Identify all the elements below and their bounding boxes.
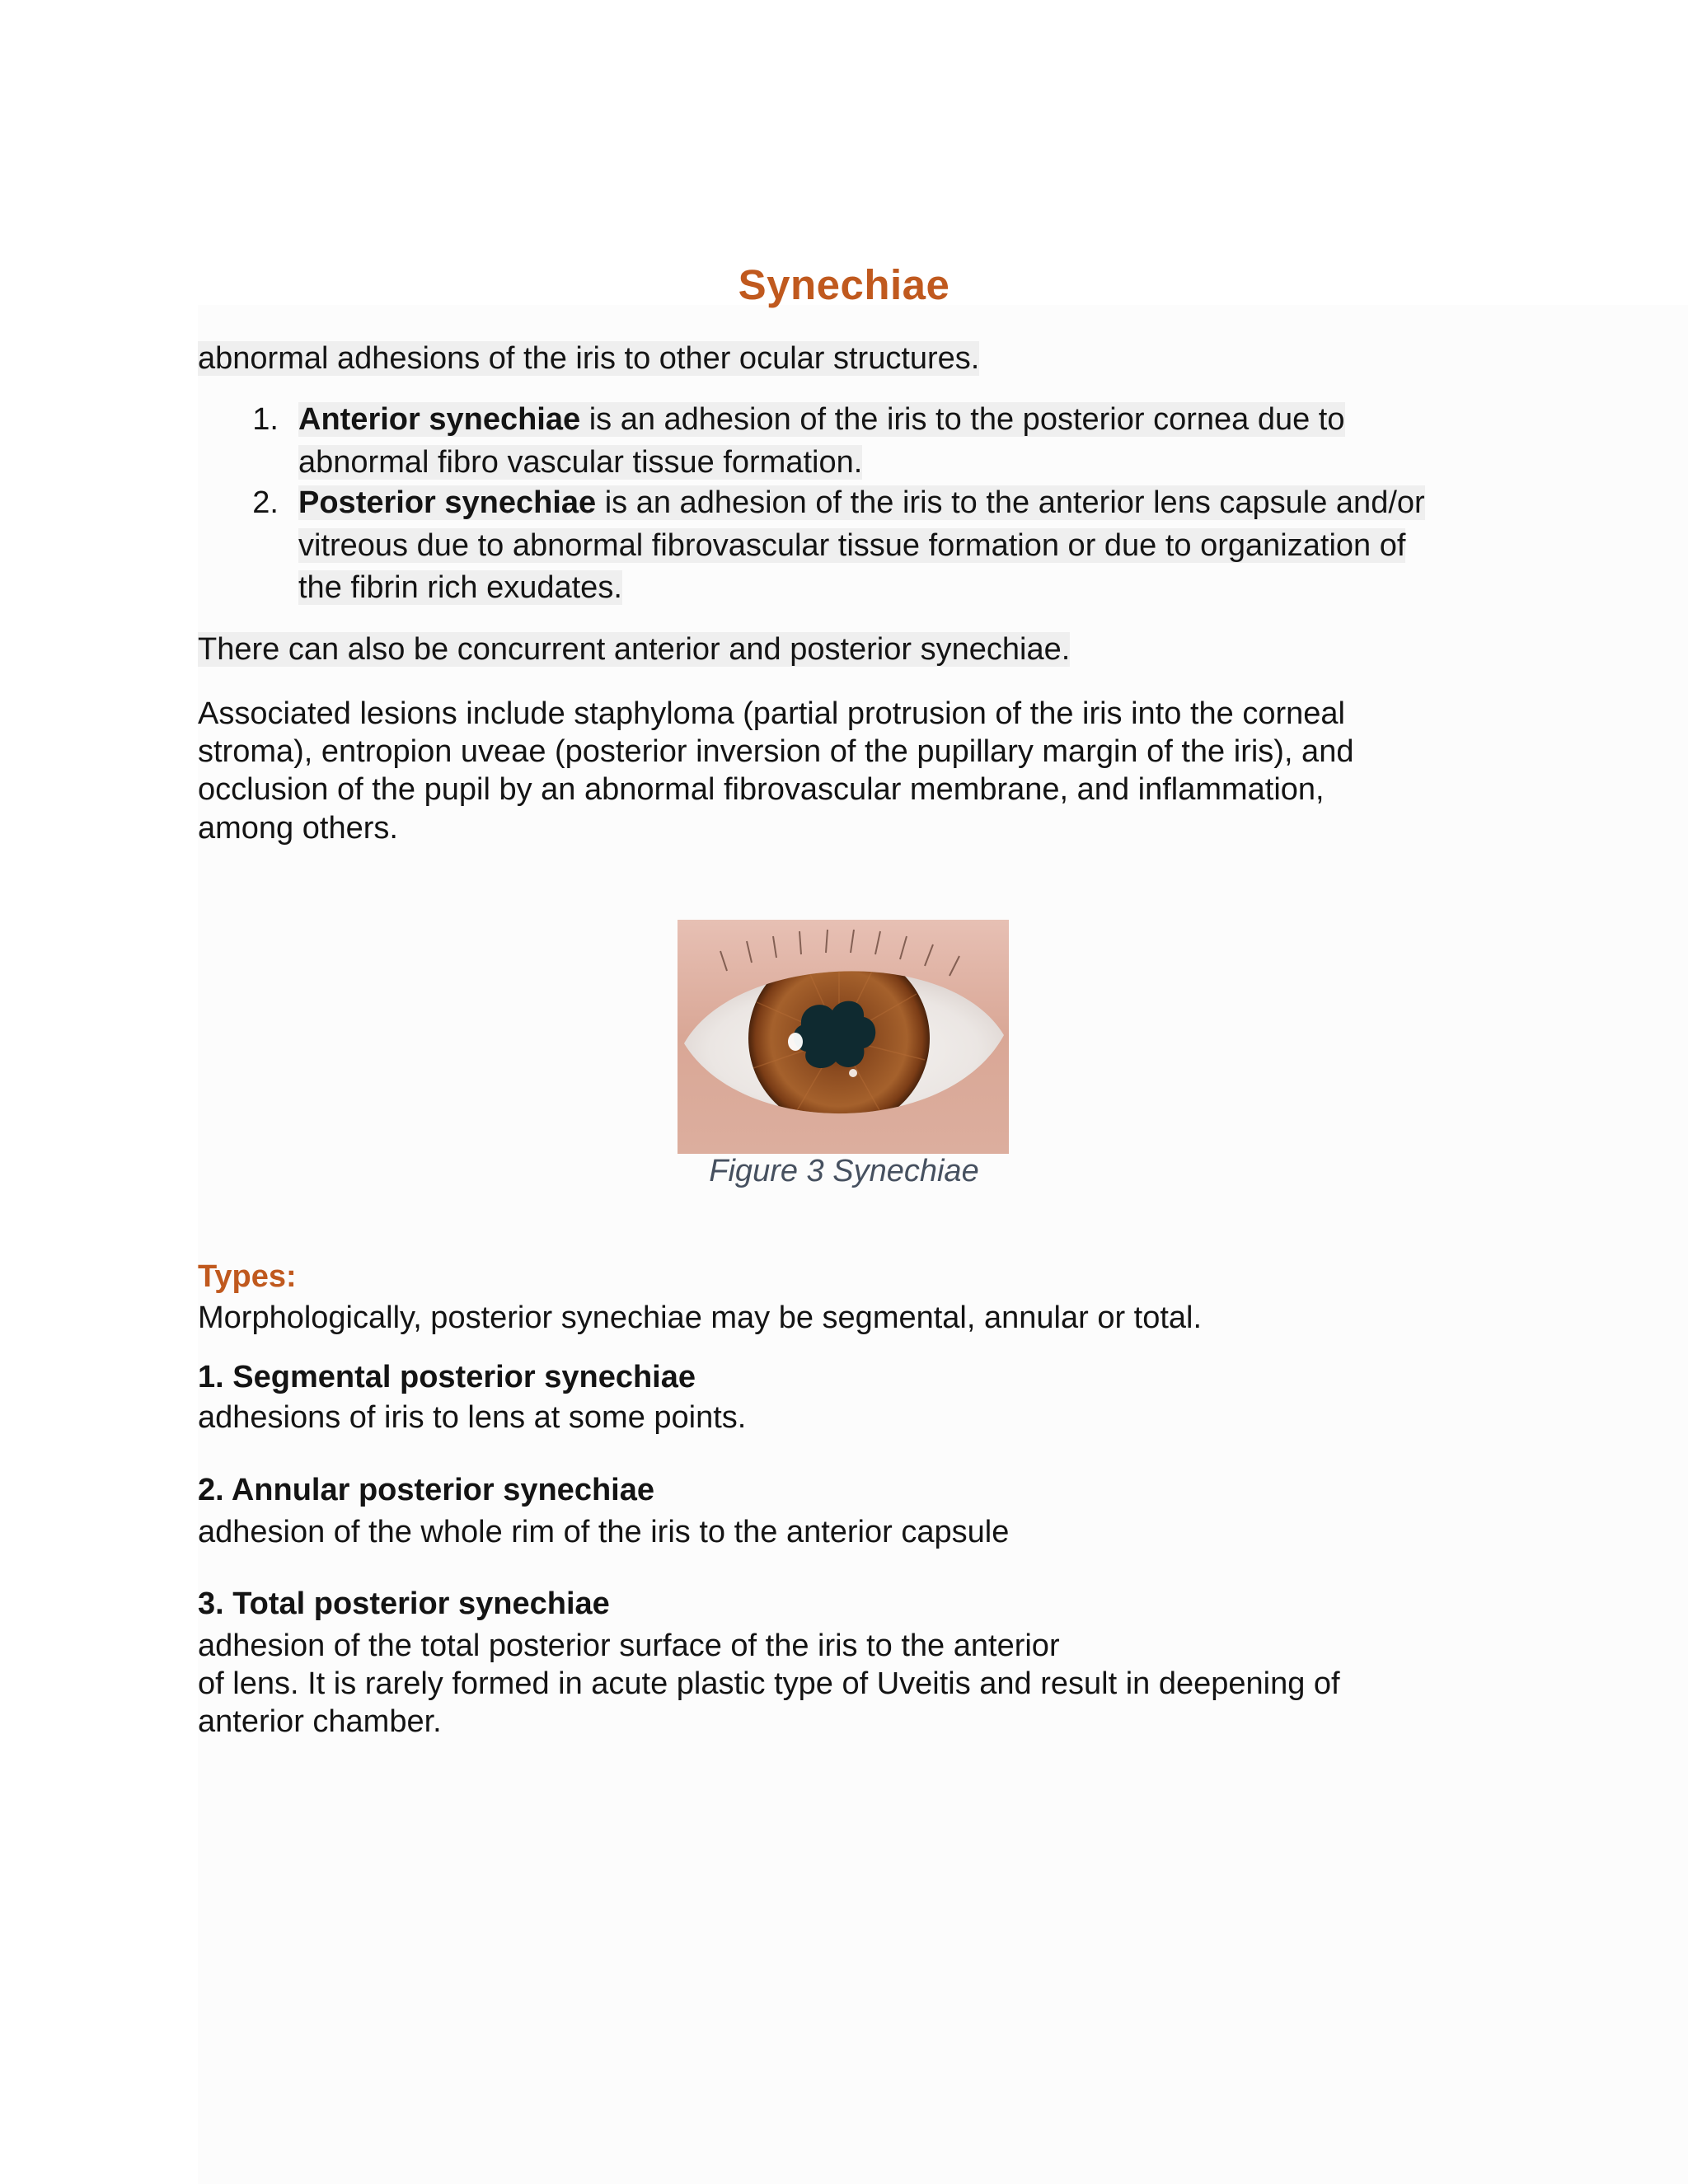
intro-sentence: abnormal adhesions of the iris to other ocular structures. bbox=[198, 341, 980, 376]
type-3-heading: 3. Total posterior synechiae bbox=[198, 1586, 610, 1621]
type-3-text-3: anterior chamber. bbox=[198, 1704, 442, 1739]
list-item-2-text-2: vitreous due to abnormal fibrovascular tissue formation or due to organization of bbox=[298, 528, 1406, 563]
term-anterior-synechiae: Anterior synechiae bbox=[298, 402, 581, 437]
intro-text bbox=[198, 340, 979, 377]
associated-line-2: stroma), entropion uveae (posterior inversion of the pupillary margin of the iris), and bbox=[198, 734, 1354, 769]
type-3-text-2: of lens. It is rarely formed in acute plastic type of Uveitis and result in deepening of bbox=[198, 1666, 1340, 1701]
type-2-heading: 2. Annular posterior synechiae bbox=[198, 1473, 654, 1507]
concurrent-sentence: There can also be concurrent anterior and posterior synechiae. bbox=[198, 632, 1071, 667]
associated-line-3: occlusion of the pupil by an abnormal fibrovascular membrane, and inflammation, bbox=[198, 772, 1325, 807]
list-number-1: 1. bbox=[252, 402, 279, 437]
associated-line-4: among others. bbox=[198, 811, 398, 846]
type-2-text: adhesion of the whole rim of the iris to the anterior capsule bbox=[198, 1515, 1010, 1549]
type-3-text-1: adhesion of the total posterior surface of the iris to the anterior bbox=[198, 1629, 1060, 1663]
list-item-1-line-1 bbox=[298, 401, 1345, 438]
type-1-heading: 1. Segmental posterior synechiae bbox=[198, 1360, 696, 1394]
eye-photo bbox=[678, 920, 1009, 1154]
type-1-text: adhesions of iris to lens at some points. bbox=[198, 1400, 747, 1435]
term-posterior-synechiae: Posterior synechiae bbox=[298, 485, 597, 520]
list-item-2-line-2 bbox=[298, 527, 1405, 565]
list-item-2-text-3: the fibrin rich exudates. bbox=[298, 570, 622, 605]
types-heading: Types: bbox=[198, 1259, 297, 1294]
types-intro: Morphologically, posterior synechiae may be segmental, annular or total. bbox=[198, 1301, 1203, 1335]
list-item-2-text: is an adhesion of the iris to the anterior lens capsule and/or bbox=[596, 485, 1425, 520]
list-item-2-line-3 bbox=[298, 569, 622, 607]
list-item-1-line-2 bbox=[298, 443, 862, 481]
list-number-2: 2. bbox=[252, 485, 279, 520]
list-item-1-text: is an adhesion of the iris to the posterior cornea due to bbox=[580, 402, 1345, 437]
figure-image bbox=[678, 920, 1009, 1154]
list-item-1-text-2: abnormal fibro vascular tissue formation. bbox=[298, 445, 863, 480]
page-title: Synechiae bbox=[738, 261, 950, 308]
concurrent-text bbox=[198, 630, 1070, 668]
figure-caption: Figure 3 Synechiae bbox=[709, 1154, 979, 1188]
list-item-2-line-1 bbox=[298, 484, 1425, 522]
associated-line-1: Associated lesions include staphyloma (partial protrusion of the iris into the corneal bbox=[198, 696, 1345, 731]
